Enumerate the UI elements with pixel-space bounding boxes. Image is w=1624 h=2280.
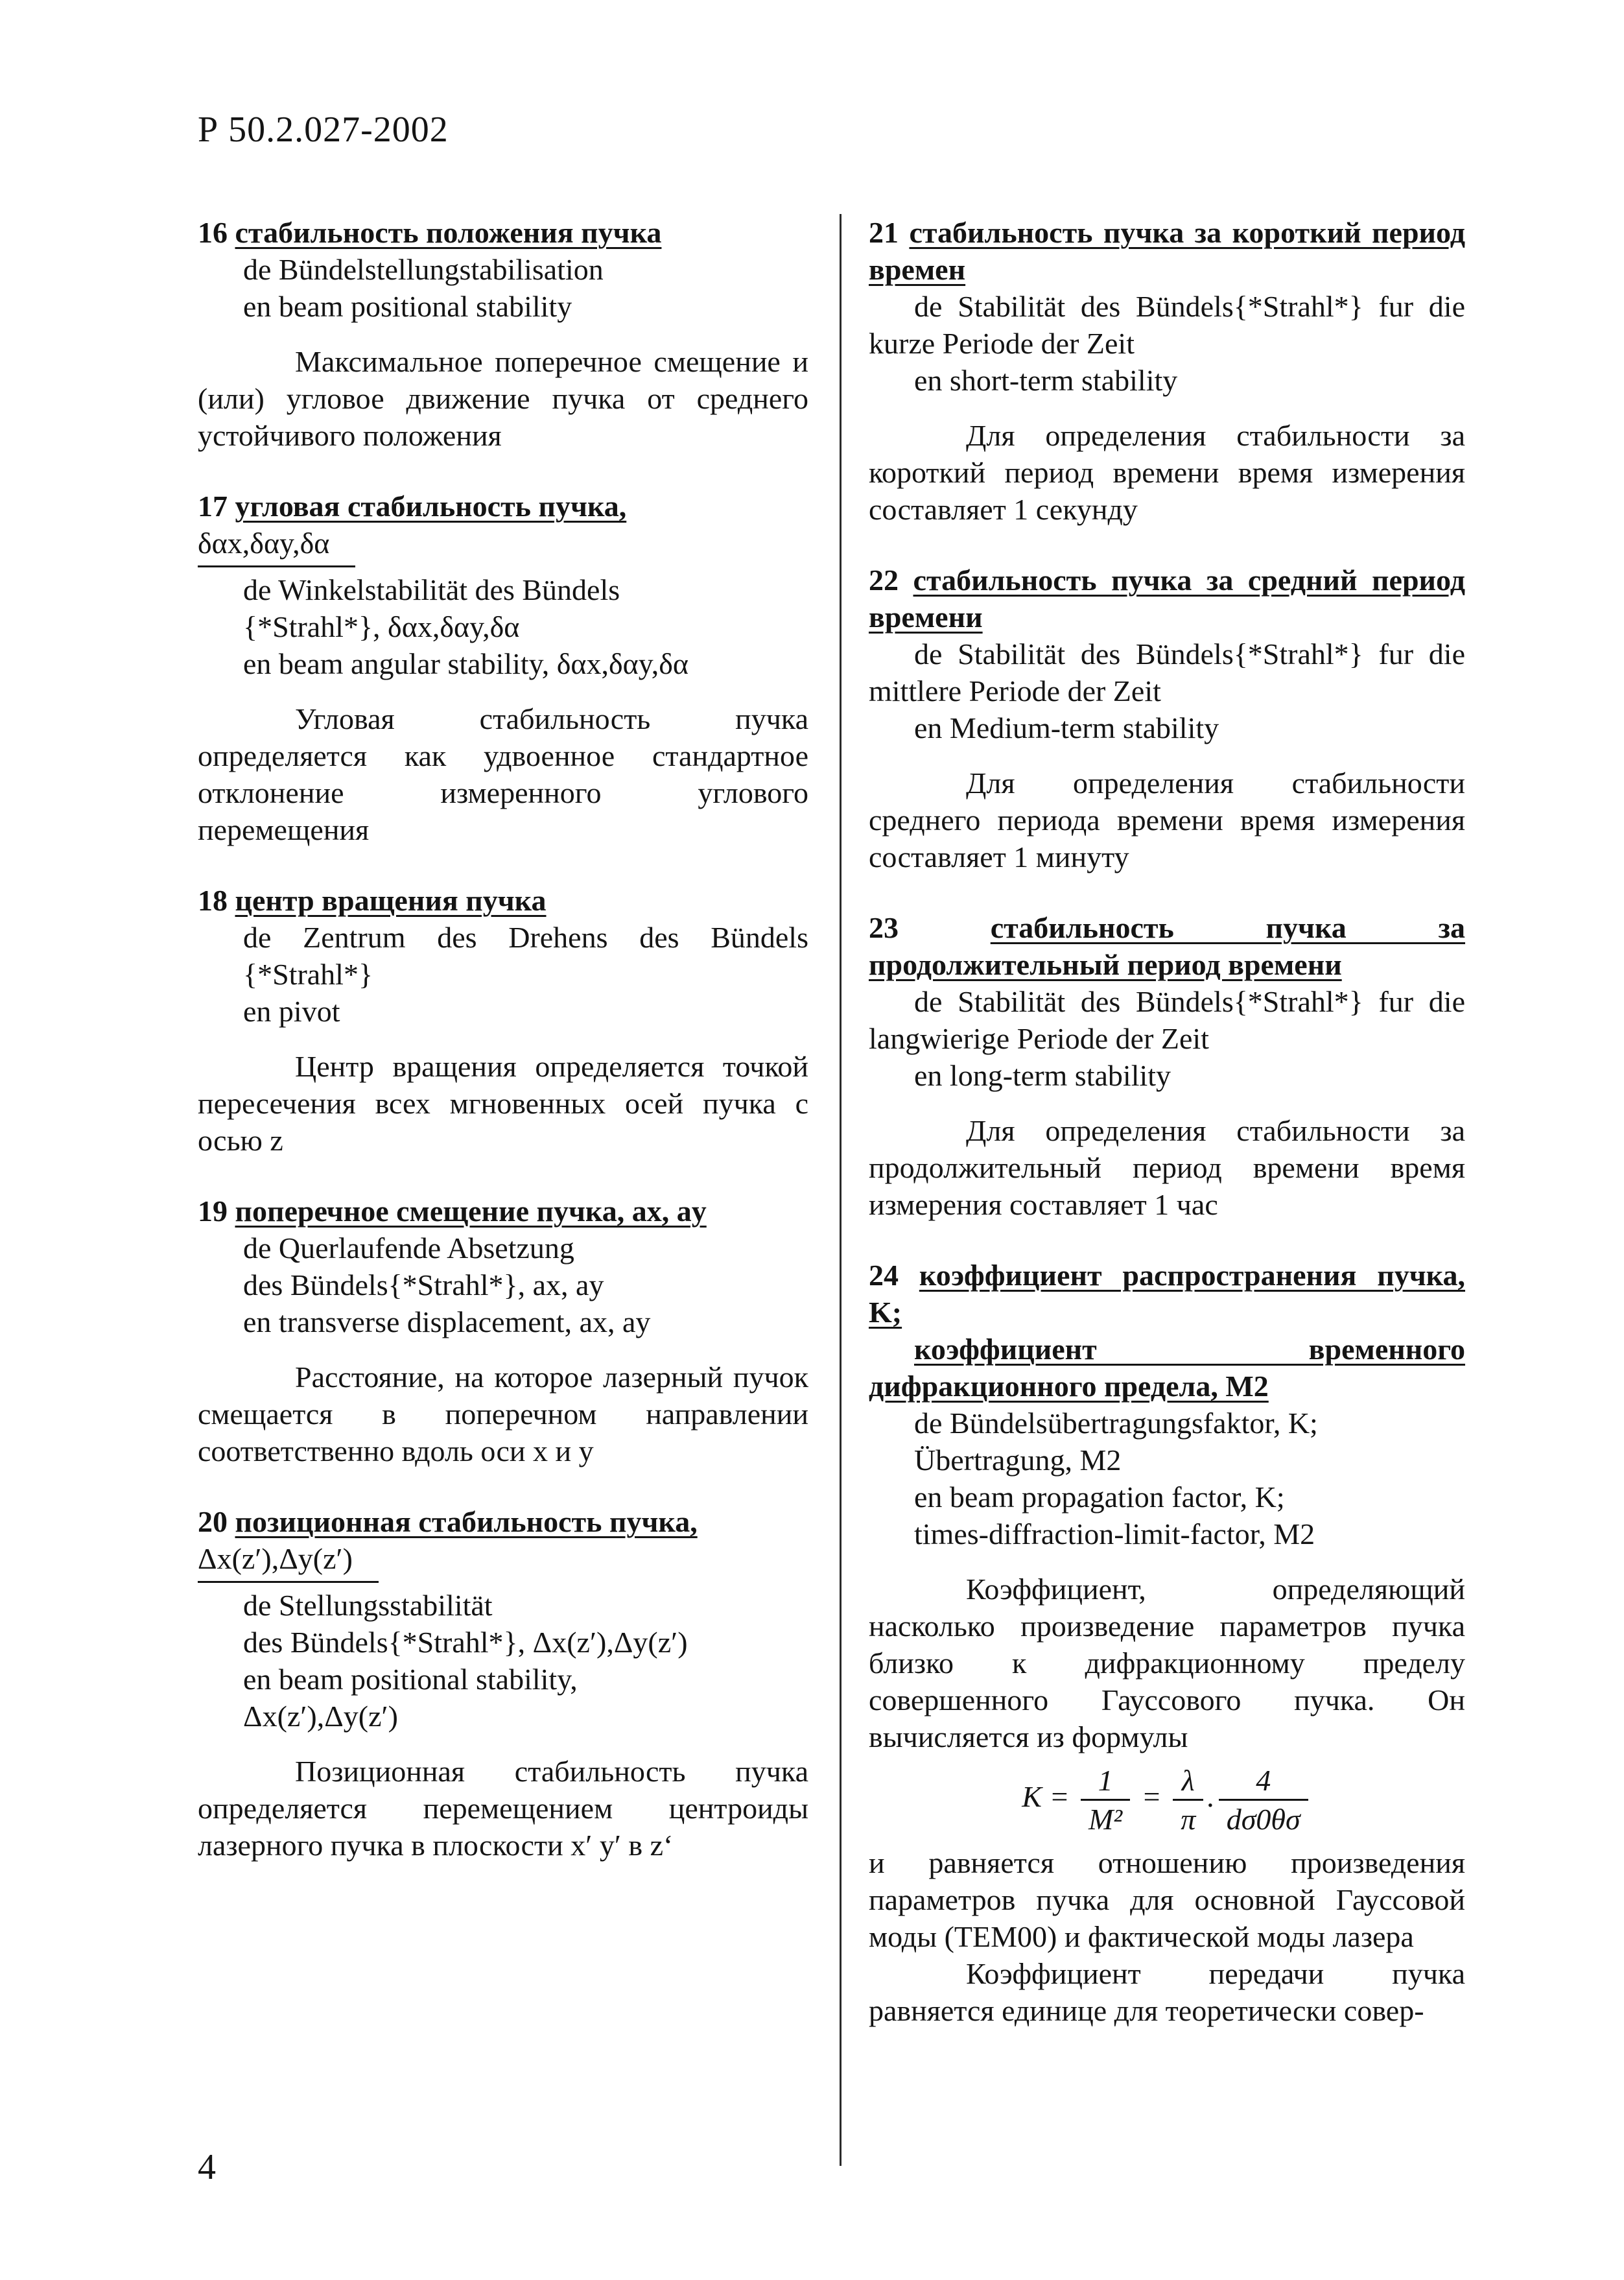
- term-20: [198, 1503, 808, 1864]
- term-17-de-2: {*Strahl*}, δαx,δαy,δα: [243, 610, 520, 643]
- term-18-definition: Центр вращения определяется точкой пересечения всех мгновенных осей пучка с осью z: [198, 1050, 808, 1157]
- term-20-de-2: des Bündels{*Strahl*}, Δx(z′),Δy(z′): [243, 1626, 688, 1659]
- term-22-definition: Для определения стабильности среднего периода времени время измерения составляет 1 минуту: [869, 766, 1465, 873]
- term-19: [198, 1193, 808, 1469]
- term-19-en: en transverse displacement, ax, ay: [243, 1305, 651, 1338]
- formula-dot: .: [1207, 1780, 1215, 1814]
- formula-fraction-2-num: λ: [1173, 1762, 1203, 1801]
- right-column: [869, 214, 1465, 2029]
- term-24-title-1: 24 коэффициент распространения пучка, K;: [869, 1259, 1465, 1329]
- formula-equals: =: [1141, 1780, 1162, 1814]
- term-22-en: en Medium-term stability: [914, 711, 1219, 744]
- term-19-title: 19 поперечное смещение пучка, ax, ay: [198, 1194, 707, 1228]
- term-22-de: de Stabilität des Bündels{*Strahl*} fur die mittlere Periode der Zeit: [869, 637, 1465, 707]
- term-17: [198, 488, 808, 848]
- term-18: [198, 882, 808, 1159]
- left-column: [198, 214, 808, 1864]
- formula-k: [869, 1762, 1465, 1838]
- term-18-title: 18 центр вращения пучка: [198, 884, 547, 917]
- column-divider: [840, 214, 841, 2166]
- term-24-definition: Коэффициент, определяющий насколько произведение параметров пучка близко к дифракционному пределу совершенного Гауссового пучка. Он вычисляется из формулы: [869, 1573, 1465, 1753]
- term-17-en: en beam angular stability, δαx,δαy,δα: [243, 647, 689, 680]
- term-16: [198, 214, 808, 454]
- term-24-en-2: times-diffraction-limit-factor, M2: [914, 1517, 1315, 1550]
- term-17-title: 17 угловая стабильность пучка,: [198, 490, 627, 523]
- term-16-de: de Bündelstellungstabilisation: [243, 253, 604, 286]
- term-22-title: 22 стабильность пучка за средний период времени: [869, 564, 1465, 634]
- term-24-title-2: коэффициент временного дифракционного предела, M2: [869, 1333, 1465, 1403]
- term-21-de: de Stabilität des Bündels{*Strahl*} fur die kurze Periode der Zeit: [869, 290, 1465, 360]
- formula-lhs: K =: [1022, 1780, 1070, 1814]
- term-20-definition: Позиционная стабильность пучка определяется перемещением центроиды лазерного пучка в плоскости x′ y′ в z‘: [198, 1755, 808, 1862]
- formula-fraction-3: [1219, 1762, 1308, 1838]
- term-23-title: 23 стабильность пучка за продолжительный период времени: [869, 911, 1465, 981]
- term-16-en: en beam positional stability: [243, 290, 572, 323]
- term-24-last-line: Коэффициент передачи пучка равняется единице для теоретически совер-: [869, 1957, 1465, 2027]
- formula-fraction-1-den: M²: [1089, 1803, 1123, 1836]
- term-22: [869, 562, 1465, 875]
- term-20-symbols: Δx(z′),Δy(z′): [198, 1540, 379, 1583]
- formula-fraction-2-den: π: [1181, 1803, 1196, 1836]
- term-23: [869, 909, 1465, 1223]
- term-21-definition: Для определения стабильности за короткий период времени время измерения составляет 1 секунду: [869, 419, 1465, 526]
- formula-fraction-3-num: 4: [1219, 1762, 1308, 1801]
- term-20-title: 20 позиционная стабильность пучка,: [198, 1505, 698, 1538]
- term-24-de-1: de Bündelsübertragungsfaktor, K;: [914, 1407, 1318, 1440]
- term-21-title: 21 стабильность пучка за короткий период времен: [869, 216, 1465, 286]
- term-23-definition: Для определения стабильности за продолжительный период времени время измерения составляет 1 час: [869, 1114, 1465, 1221]
- term-17-definition: Угловая стабильность пучка определяется как удвоенное стандартное отклонение измеренного углового перемещения: [198, 702, 808, 846]
- document-code: Р 50.2.027-2002: [198, 110, 449, 150]
- term-19-de-2: des Bündels{*Strahl*}, ax, ay: [243, 1268, 604, 1301]
- formula-fraction-3-den: dσ0θσ: [1226, 1803, 1300, 1836]
- formula-fraction-1-num: 1: [1081, 1762, 1130, 1801]
- term-24-after-formula: и равняется отношению произведения параметров пучка для основной Гауссовой моды (TEM00) и фактической моды лазера: [869, 1846, 1465, 1953]
- term-18-de: de Zentrum des Drehens des Bündels {*Strahl*}: [243, 921, 808, 991]
- term-16-title: 16 стабильность положения пучка: [198, 216, 662, 249]
- term-19-de-1: de Querlaufende Absetzung: [243, 1231, 574, 1265]
- term-17-symbols: δαx,δαy,δα: [198, 525, 355, 567]
- term-21-en: en short-term stability: [914, 364, 1178, 397]
- term-23-de: de Stabilität des Bündels{*Strahl*} fur die langwierige Periode der Zeit: [869, 985, 1465, 1055]
- term-19-definition: Расстояние, на которое лазерный пучок смещается в поперечном направлении соответственно вдоль оси x и y: [198, 1360, 808, 1467]
- page-number: 4: [198, 2147, 216, 2187]
- term-24-de-2: Übertragung, M2: [914, 1443, 1122, 1477]
- term-20-en-2: Δx(z′),Δy(z′): [243, 1700, 398, 1733]
- term-16-definition: Максимальное поперечное смещение и (или) угловое движение пучка от среднего устойчивого положения: [198, 345, 808, 452]
- term-23-en: en long-term stability: [914, 1059, 1171, 1092]
- term-20-de-1: de Stellungsstabilität: [243, 1589, 493, 1622]
- term-21: [869, 214, 1465, 528]
- term-17-de-1: de Winkelstabilität des Bündels: [243, 573, 620, 606]
- formula-fraction-1: [1081, 1762, 1130, 1838]
- term-24-en-1: en beam propagation factor, K;: [914, 1480, 1285, 1514]
- term-24: [869, 1257, 1465, 2029]
- term-18-en: en pivot: [243, 995, 340, 1028]
- term-20-en-1: en beam positional stability,: [243, 1663, 578, 1696]
- formula-fraction-2: [1173, 1762, 1203, 1838]
